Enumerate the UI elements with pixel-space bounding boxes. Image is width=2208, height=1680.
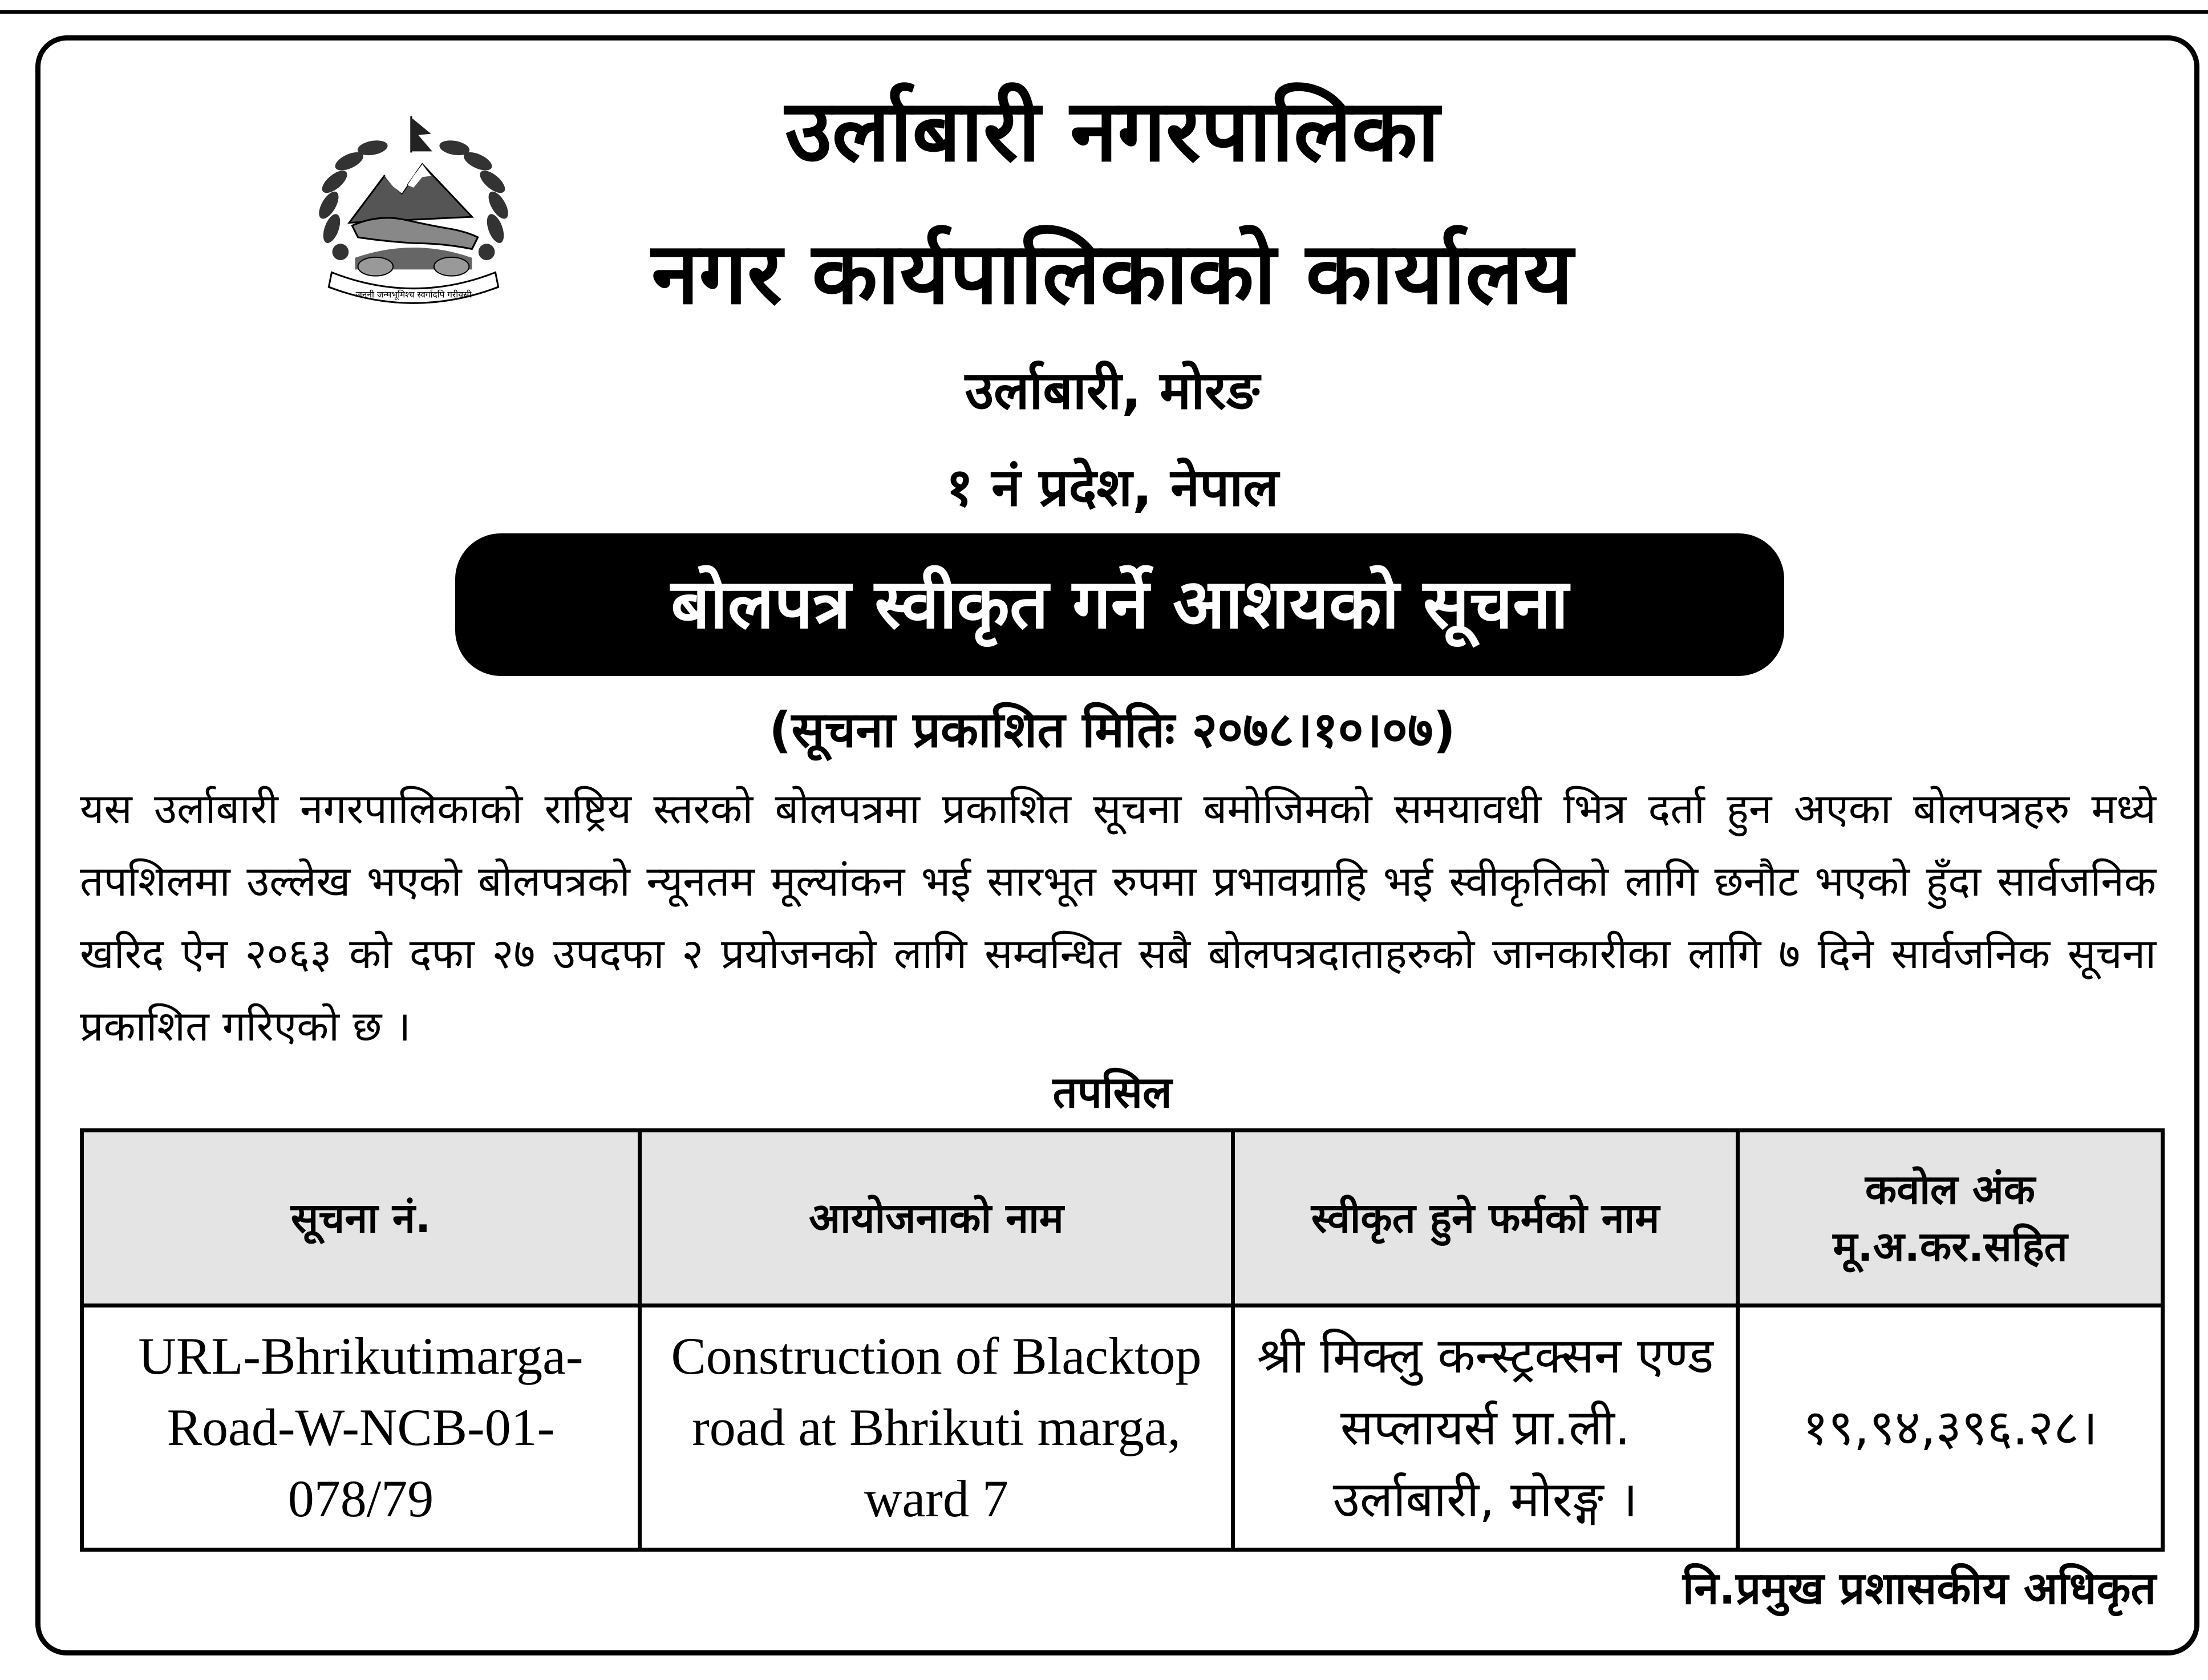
- bid-amount-cell: १९,९४,३९६.२८।: [1738, 1306, 2163, 1550]
- office-location: उर्लाबारी, मोरङ: [965, 360, 1260, 421]
- column-header: सूचना नं.: [82, 1131, 640, 1306]
- table-header-row: [82, 1131, 2163, 1306]
- table-row: [82, 1306, 2163, 1550]
- signatory-title: नि.प्रमुख प्रशासकीय अधिकृत: [1682, 1563, 2156, 1614]
- municipality-name: उर्लाबारी नगरपालिका: [785, 82, 1440, 181]
- notice-number-cell: URL-Bhrikutimarga-Road-W-NCB-01-078/79: [82, 1306, 640, 1550]
- column-header: आयोजनाको नाम: [640, 1131, 1233, 1306]
- province-country: १ नं प्रदेश, नेपाल: [946, 457, 1279, 518]
- notice-title-banner: बोलपत्र स्वीकृत गर्ने आशयको सूचना: [455, 533, 1784, 676]
- firm-name-cell: श्री मिक्लु कन्स्ट्रक्सन एण्ड सप्लायर्स प्रा.ली. उर्लाबारी, मोरङ्ग ।: [1233, 1306, 1738, 1550]
- notice-body: यस उर्लाबारी नगरपालिकाको राष्ट्रिय स्तरको बोलपत्रमा प्रकाशित सूचना बमोजिमको समयावधी भित्र दर्ता हुन अएका बोलपत्रहरु मध्ये तपशिलमा उल्लेख भएको बोलपत्रको न्यूनतम मूल्यांकन भई सारभूत रुपमा प्रभावग्राहि भई स्वीकृतिको लागि छनौट भएको हुँदा सार्वजनिक खरिद ऐन २०६३ को दफा २७ उपदफा २ प्रयोजनको लागि सम्वन्धित सबै बोलपत्रदाताहरुको जानकारीका लागि ७ दिने सार्वजनिक सूचना प्रकाशित गरिएको छ ।: [80, 785, 2156, 1051]
- column-header: [1738, 1131, 2163, 1306]
- emblem-motto: जननी जन्मभूमिश्च स्वर्गादपि गरीयसी: [355, 289, 472, 300]
- column-header-text: कवोल अंक मू.अ.कर.सहित: [1833, 1165, 2068, 1270]
- project-name-cell: Construction of Blacktop road at Bhrikuti marga, ward 7: [640, 1306, 1233, 1550]
- office-name: नगर कार्यपालिकाको कार्यालय: [651, 224, 1573, 323]
- publication-date: (सूचना प्रकाशित मितिः २०७८।१०।०७): [769, 702, 1456, 759]
- bid-table: [80, 1128, 2165, 1552]
- top-rule: [0, 10, 2208, 14]
- schedule-heading: तपसिल: [1052, 1067, 1172, 1118]
- column-header: स्वीकृत हुने फर्मको नाम: [1233, 1131, 1738, 1306]
